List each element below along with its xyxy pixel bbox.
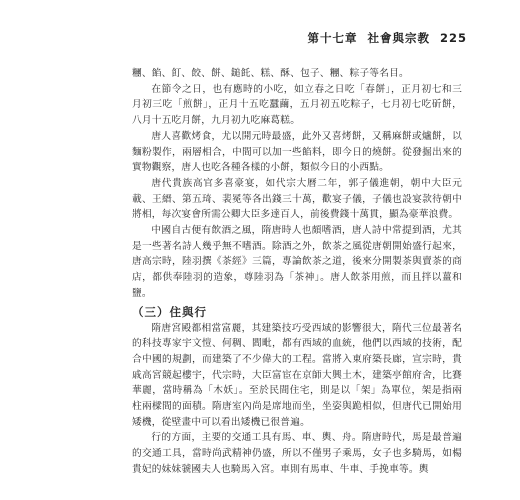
paragraph: 隋唐宮殿都相當富麗，其建築技巧受西域的影響很大，隋代三位最著名的科技專家宇文愷、何稠、閻毗，都有西域的血統，他們以西域的技術，配合中國的規劃，而建築了不少偉大的工程。當將入東府築長廊，宣宗時，貴戚高宮競起樓宇，代宗時，大臣富宦在京師大興土木，建築亭館府舍，比賽華麗，當時稱為「木妖」。至於民間住宅，則是以「架」為單位，架是指兩柱兩樑間的面積。隋唐室內尚是席地而坐，坐姿與跪相似，但唐代已開始用矮機，從壁畫中可以看出矮機已很普遍。 bbox=[132, 322, 462, 428]
paragraph: 唐人喜歡烤食，尤以開元時最盛，此外又喜烤餅，又稱麻餅或爐餅，以麵粉製作，兩層相合，中間可以加一些餡料，即今日的燒餅。從發掘出來的實物觀察，唐人也吃各種各樣的小餅，類似今日的小西點。 bbox=[132, 130, 462, 174]
paragraph: 唐代貴族高官多喜豪宴，如代宗大曆二年，郭子儀進朝，朝中大臣元載、王縉、第五琦、裴冕等各出錢三十萬，歡宴子儀，子儀也設宴款待朝中將相，每次宴會所需公卿大臣多達百人，前後費錢十萬貫，顯為豪華浪費。 bbox=[132, 177, 462, 221]
body-text bbox=[132, 66, 462, 478]
chapter-title: 社會與宗教 bbox=[367, 31, 430, 45]
chapter-number: 第十七章 bbox=[307, 31, 358, 45]
page-number: 225 bbox=[439, 31, 467, 45]
paragraph: 在節令之日，也有應時的小吃，如立春之日吃「春餅」，正月初七和三月初三吃「煎餅」，正月十五吃蠶繭，五月初五吃粽子，七月初七吃斫餅，八月十五吃月餅，九月初九吃麻葛糕。 bbox=[132, 83, 462, 127]
paragraph: 中國自古便有飲酒之風，隋唐時人也頗嗜酒，唐人詩中常提到酒，尤其是一些著名詩人幾乎無不嗜酒。除酒之外，飲茶之風從唐朝開始盛行起來，唐高宗時，陸羽撰《茶經》三篇，專論飲茶之道，後來分開製茶與賣茶的商店，都供奉陸羽的造象，尊陸羽為「茶神」。唐人飲茶用煎，而且拌以薑和鹽。 bbox=[132, 225, 462, 299]
running-header bbox=[297, 30, 467, 46]
section-heading: （三）住與行 bbox=[132, 304, 207, 319]
paragraph: 糰、餡、飣、餃、餅、鎚飥、糕、酥、包子、糰、粽子等名目。 bbox=[132, 68, 409, 79]
paragraph: 行的方面，主要的交通工具有馬、車、輿、舟。隋唐時代，馬是最普遍的交通工具，當時尚武精神仍盛，所以不僅男子乘馬，女子也多騎馬，如楊貴妃的妹妹虢國夫人也騎馬入宮。車則有馬車、牛車、手挽車等。輿 bbox=[132, 432, 462, 475]
